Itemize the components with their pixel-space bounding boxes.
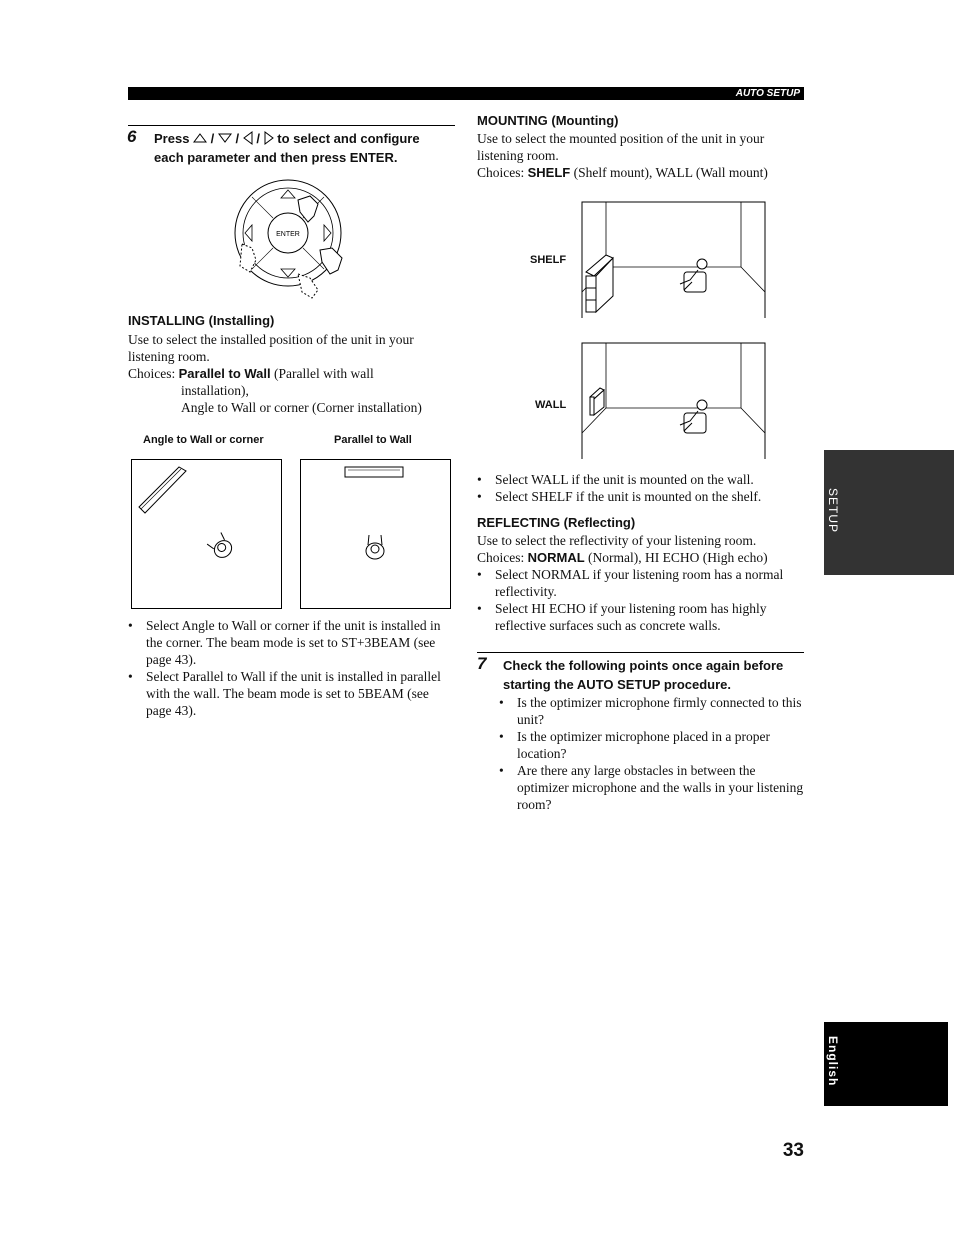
installing-desc: Use to select the installed position of the unit in your listening room. [128, 332, 414, 364]
installing-heading: INSTALLING (Installing) [128, 313, 275, 328]
mounting-desc: Use to select the mounted position of the unit in your listening room. [477, 131, 765, 163]
fig-wall-label: WALL [535, 399, 567, 411]
mounting-bullet: • Select WALL if the unit is mounted on the wall. [477, 471, 804, 488]
reflecting-heading: REFLECTING (Reflecting) [477, 515, 636, 530]
step7-number: 7 [477, 654, 487, 673]
mounting-choice-rest: (Shelf mount), WALL (Wall mount) [573, 165, 768, 180]
down-arrow-icon [218, 133, 232, 143]
fig-parallel-to-wall [300, 459, 452, 609]
fig-parallel-caption: Parallel to Wall [334, 434, 412, 446]
step7-line2: starting the AUTO SETUP procedure. [503, 677, 732, 692]
page-number: 33 [782, 1140, 804, 1161]
step6-sep1: / [210, 131, 215, 146]
step7-bullet: • Are there any large obstacles in between the optimizer microphone and the walls in your listening room? [499, 762, 804, 813]
tab-setup [824, 450, 954, 575]
step7-line1: Check the following points once again before [503, 658, 784, 673]
step6-sep3: / [256, 131, 261, 146]
fig-wall-mount [580, 341, 768, 461]
reflecting-choice-bold: NORMAL [527, 550, 585, 565]
listener-icon [680, 259, 707, 292]
installing-bullet: • Select Parallel to Wall if the unit is installed in parallel with the wall. The beam mode is set to 5BEAM (see page 43). [128, 668, 455, 719]
tab-english-label: English [826, 1036, 840, 1087]
reflecting-desc: Use to select the reflectivity of your listening room. [477, 533, 757, 548]
section-header-bar [128, 87, 804, 100]
installing-choice1-rest: (Parallel with wall [274, 366, 374, 381]
fig-angle-to-wall [131, 459, 283, 609]
tab-english [824, 1022, 948, 1106]
step7-bullets [499, 694, 804, 813]
installing-choice2: Angle to Wall or corner (Corner installation) [181, 400, 422, 415]
installing-body [128, 331, 455, 416]
step7-rule [477, 652, 804, 653]
mounting-choice-bold: SHELF [527, 165, 571, 180]
mounting-bullets [477, 471, 804, 505]
step7-bullet: • Is the optimizer microphone firmly connected to this unit? [499, 694, 804, 728]
fig-shelf-label: SHELF [530, 254, 567, 266]
step6-line2: each parameter and then press ENTER. [154, 150, 398, 165]
mounting-choices-label: Choices: [477, 165, 525, 180]
up-arrow-icon [193, 133, 207, 143]
mounting-heading: MOUNTING (Mounting) [477, 113, 619, 128]
step6-number: 6 [127, 127, 137, 146]
tab-setup-label: SETUP [826, 488, 840, 534]
mounting-body [477, 130, 804, 181]
step6-rest: to select and configure [277, 131, 420, 146]
step6-press: Press [154, 131, 190, 146]
step7-heading [503, 656, 808, 694]
reflecting-choice-rest: (Normal), HI ECHO (High echo) [588, 550, 768, 565]
installing-bullets [128, 617, 455, 719]
installing-choice1-cont: installation), [181, 383, 249, 398]
mounting-bullet: • Select SHELF if the unit is mounted on the shelf. [477, 488, 804, 505]
step6-heading [154, 129, 459, 167]
remote-cursor-figure [228, 178, 358, 303]
installing-choice1-bold: Parallel to Wall [178, 366, 271, 381]
fig-angle-caption: Angle to Wall or corner [143, 434, 264, 446]
reflecting-bullet: • Select HI ECHO if your listening room has highly reflective surfaces such as concrete walls. [477, 600, 804, 634]
left-arrow-icon [243, 131, 253, 145]
step6-rule [128, 125, 455, 126]
reflecting-body [477, 532, 804, 634]
reflecting-bullet: • Select NORMAL if your listening room has a normal reflectivity. [477, 566, 804, 600]
installing-choices-label: Choices: [128, 366, 176, 381]
step7-bullet: • Is the optimizer microphone placed in a proper location? [499, 728, 804, 762]
section-header-title: AUTO SETUP [735, 88, 800, 99]
step6-sep2: / [235, 131, 240, 146]
installing-bullet: • Select Angle to Wall or corner if the unit is installed in the corner. The beam mode is set to ST+3BEAM (see page 43). [128, 617, 455, 668]
reflecting-choices-label: Choices: [477, 550, 525, 565]
listener-icon [680, 400, 707, 433]
enter-button-label: ENTER [276, 231, 300, 238]
fig-shelf-mount [580, 200, 768, 320]
right-arrow-icon [264, 131, 274, 145]
